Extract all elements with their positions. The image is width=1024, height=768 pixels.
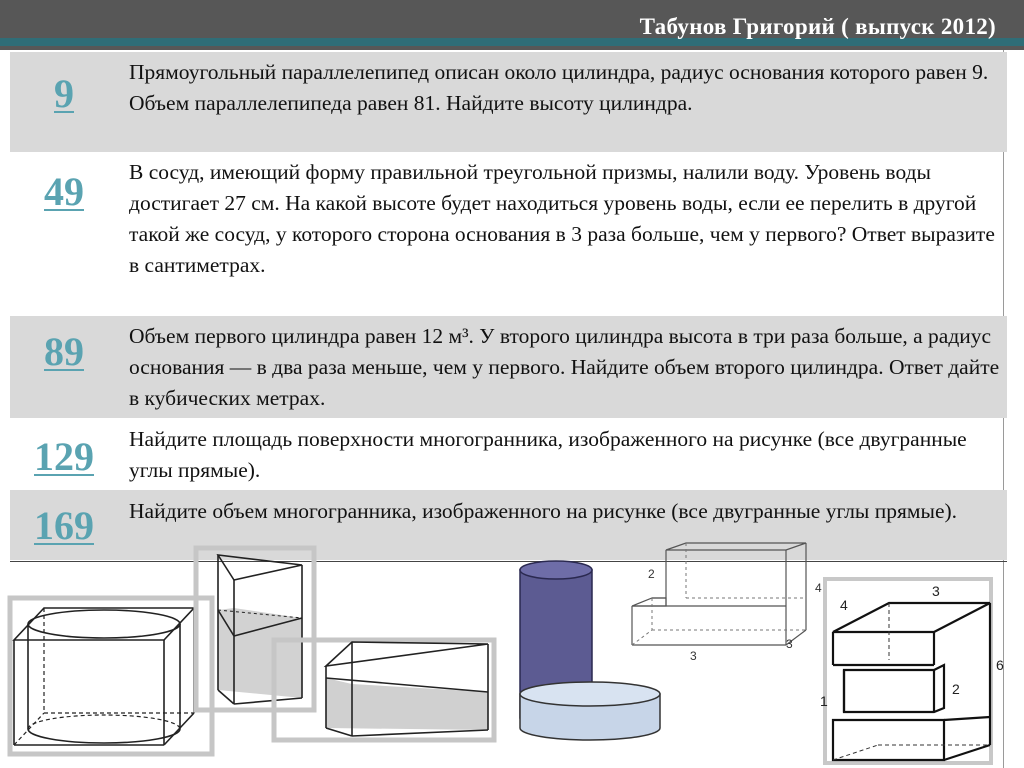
stairs-label-3a: 3 [690,649,697,663]
figure-cylinders [520,561,660,740]
stairs-label-2: 2 [648,567,655,581]
figure-wide-prism [274,640,494,740]
stairs-label-4: 4 [815,581,822,595]
figure-cylinder-in-box [10,598,212,754]
zshape-label-3: 3 [932,583,940,599]
stairs-label-3b: 3 [786,637,793,651]
zshape-label-6: 6 [996,657,1004,673]
zshape-label-2: 2 [952,681,960,697]
problem-text: Найдите объем многогранника, изображенного на рисунке (все двугранные углы прямые). [129,499,958,523]
problem-number-link[interactable]: 89 [44,329,84,374]
problem-text: Найдите площадь поверхности многогранника, изображенного на рисунке (все двугранные углы прямые). [129,427,967,482]
problem-number-link[interactable]: 129 [34,434,94,479]
problem-number-link[interactable]: 49 [44,169,84,214]
header-title: Табунов Григорий ( выпуск 2012) [639,14,996,39]
problem-text: Объем первого цилиндра равен 12 м³. У второго цилиндра высота в три раза больше, а радиус основания — в два раза меньше, чем у первого. Найдите объем второго цилиндра. Ответ дайте в кубических метрах. [129,324,1000,410]
problem-number-link[interactable]: 169 [34,503,94,548]
zshape-label-1: 1 [820,693,828,709]
figure-z-shape [820,579,1004,763]
problem-number-link[interactable]: 9 [54,71,74,116]
figure-stairs [632,543,822,663]
zshape-label-4: 4 [840,597,848,613]
problem-text: В сосуд, имеющий форму правильной треугольной призмы, налили воду. Уровень воды достигает 27 см. На какой высоте будет находиться уровень воды, если ее перелить в другой такой же сосуд, у которого сторона основания в 3 раза больше, чем у первого? Ответ выразите в сантиметрах. [129,160,995,277]
problem-text: Прямоугольный параллелепипед описан около цилиндра, радиус основания которого равен 9. Объем параллелепипеда равен 81. Найдите высоту цилиндра. [129,60,989,115]
